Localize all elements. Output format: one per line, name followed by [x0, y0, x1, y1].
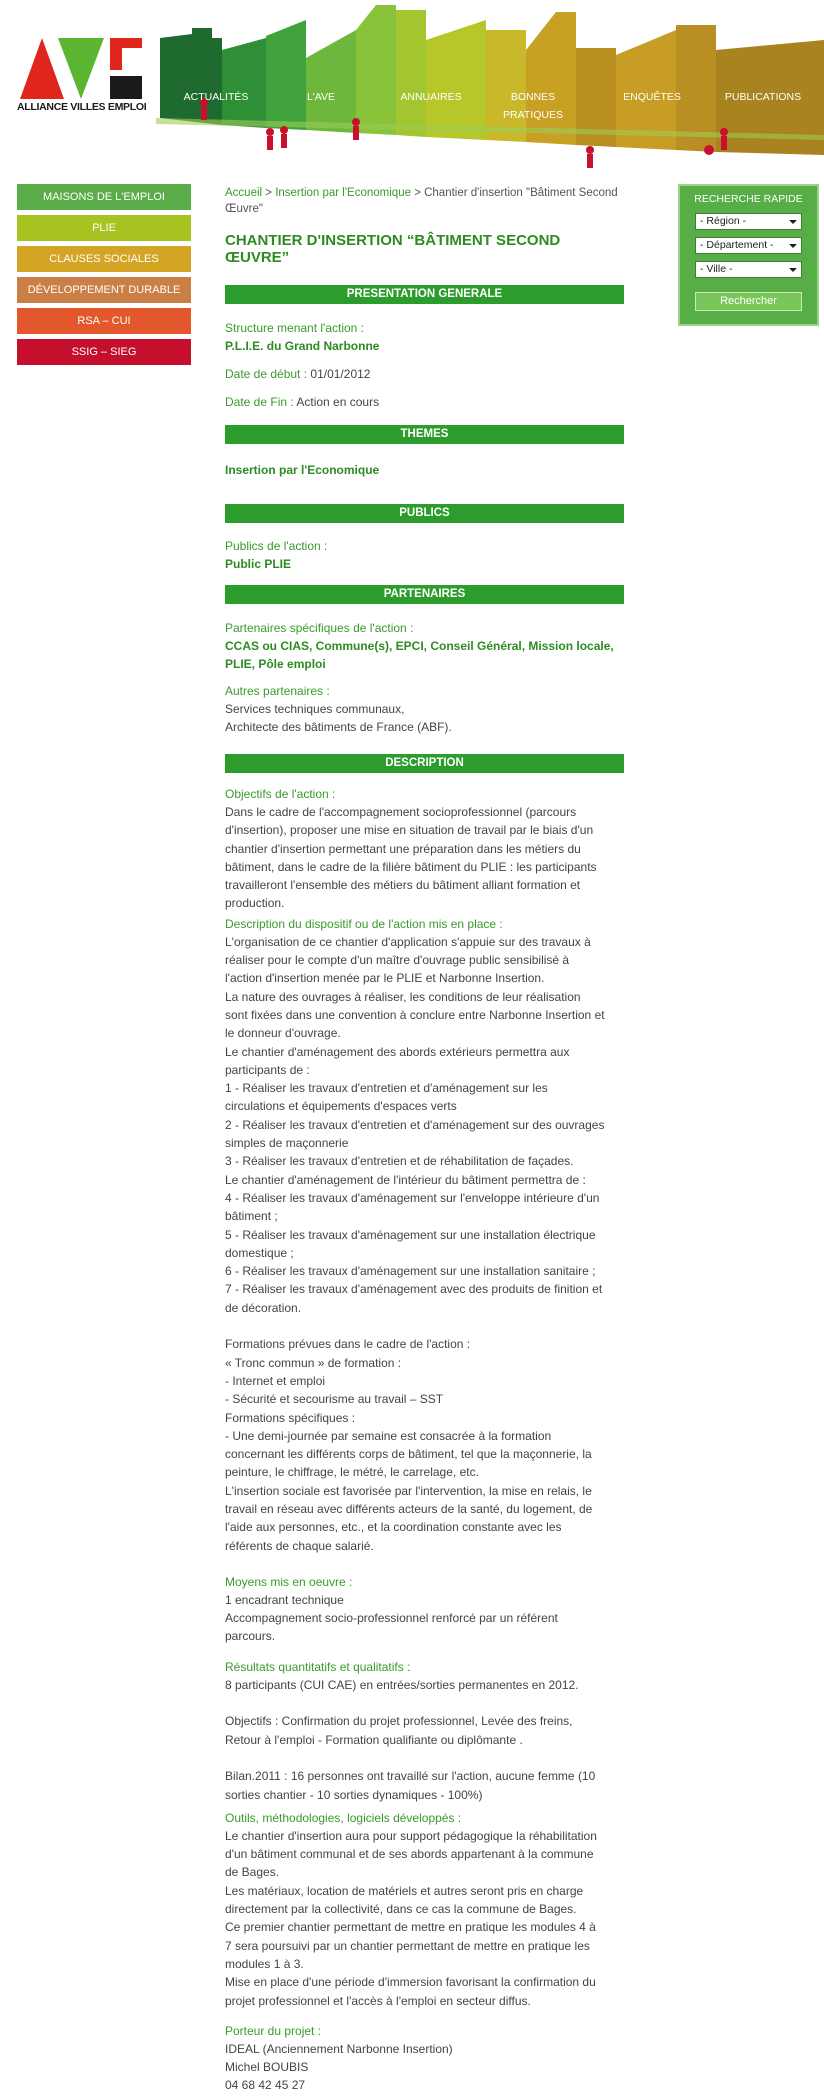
text-line: 1 encadrant technique	[225, 1592, 344, 1607]
text-line: Michel BOUBIS	[225, 2060, 309, 2075]
text-line: peinture, le chiffrage, le métré, le carrelage, etc.	[225, 1465, 479, 1480]
resultats-text	[225, 1676, 624, 1804]
text-line: Formations prévues dans le cadre de l'action :	[225, 1337, 471, 1352]
dispositif-label: Description du dispositif ou de l'action mis en place :	[225, 916, 503, 931]
partenaires-other-label: Autres partenaires :	[225, 684, 330, 698]
outils-text	[225, 1827, 624, 2010]
text-line: Les matériaux, location de matériels et autres seront pris en charge	[225, 1883, 584, 1898]
section-bar-publics: PUBLICS	[225, 504, 624, 523]
text-line: Bilan.2011 : 16 personnes ont travaillé sur l'action, aucune femme (10	[225, 1769, 596, 1784]
menu-developpement-durable[interactable]: DÉVELOPPEMENT DURABLE	[17, 277, 191, 303]
breadcrumb-home[interactable]: Accueil	[225, 187, 263, 199]
text-line: 6 - Réaliser les travaux d'aménagement sur une installation sanitaire ;	[225, 1264, 596, 1279]
description-section	[225, 754, 624, 2095]
structure-value: P.L.I.E. du Grand Narbonne	[225, 339, 380, 353]
menu-ssig-sieg[interactable]: SSIG – SIEG	[17, 339, 191, 365]
nav-actualites[interactable]: ACTUALITÉS	[183, 91, 249, 103]
region-select[interactable]: - Région -	[695, 213, 802, 230]
quick-search-title: RECHERCHE RAPIDE	[694, 193, 803, 205]
text-line: modules 1 à 3.	[225, 1956, 304, 1971]
breadcrumb-separator: >	[411, 187, 425, 199]
objectifs-text	[225, 803, 624, 913]
text-line: - Internet et emploi	[225, 1373, 326, 1388]
text-line: travail en réseau avec différents acteurs de la santé, du logement, de	[225, 1501, 593, 1516]
text-line: l'aide aux personnes, etc., et la coordination constante avec les	[225, 1520, 562, 1535]
nav-bonnes-pratiques[interactable]: BONNES PRATIQUES	[503, 91, 563, 121]
structure-label: Structure menant l'action :	[225, 321, 365, 335]
text-line: participants de :	[225, 1062, 310, 1077]
text-line: Dans le cadre de l'accompagnement socioprofessionnel (parcours	[225, 805, 577, 819]
text-line: - Une demi-journée par semaine est consacrée à la formation	[225, 1428, 552, 1443]
site-header	[0, 0, 824, 175]
publics-section	[225, 504, 624, 573]
text-line: 1 - Réaliser les travaux d'entretien et d'aménagement sur les	[225, 1081, 548, 1096]
menu-plie[interactable]: PLIE	[17, 215, 191, 241]
departement-select[interactable]: - Département -	[695, 237, 802, 254]
text-line: référents de chaque salarié.	[225, 1538, 374, 1553]
text-line: L'organisation de ce chantier d'application s'appuie sur des travaux à	[225, 934, 591, 949]
text-line: le donneur d'ouvrage.	[225, 1026, 341, 1041]
text-line: parcours.	[225, 1629, 276, 1644]
text-line: « Tronc commun » de formation :	[225, 1355, 402, 1370]
presentation-section	[225, 285, 624, 411]
text-line: sont fixées dans une convention à conclure entre Narbonne Insertion et	[225, 1007, 605, 1022]
breadcrumb	[225, 185, 624, 217]
text-line: de Bages.	[225, 1865, 280, 1880]
text-line: 7 - Réaliser les travaux d'aménagement avec des produits de finition et	[225, 1282, 603, 1297]
menu-rsa-cui[interactable]: RSA – CUI	[17, 308, 191, 334]
page-title: CHANTIER D'INSERTION “BÂTIMENT SECOND ŒUVRE”	[225, 232, 561, 266]
text-line: Formations spécifiques :	[225, 1410, 356, 1425]
theme-value: Insertion par l'Economique	[225, 463, 380, 477]
text-line: IDEAL (Anciennement Narbonne Insertion)	[225, 2041, 453, 2056]
text-line: concernant les différents corps de bâtiment, tel que la maçonnerie, la	[225, 1447, 592, 1462]
section-bar-partenaires: PARTENAIRES	[225, 585, 624, 604]
text-line: travailleront l'ensemble des métiers du bâtiment alliant formation et	[225, 878, 581, 893]
text-line	[225, 1694, 624, 1712]
text-line: d'un bâtiment communal et de ses abords appartenant à la commune	[225, 1847, 594, 1862]
menu-clauses-sociales[interactable]: CLAUSES SOCIALES	[17, 246, 191, 272]
text-line: circulations et équipements d'espaces verts	[225, 1099, 457, 1114]
section-bar-description: DESCRIPTION	[225, 754, 624, 773]
text-line: simples de maçonnerie	[225, 1136, 349, 1151]
breadcrumb-separator: >	[262, 187, 276, 199]
text-line: La nature des ouvrages à réaliser, les conditions de leur réalisation	[225, 989, 581, 1004]
text-line: réaliser pour le compte d'un maître d'ouvrage public sensibilisé à	[225, 953, 570, 968]
text-line: Objectifs : Confirmation du projet professionnel, Levée des freins,	[225, 1714, 573, 1729]
main-content	[225, 185, 624, 2093]
text-line: projet professionnel et l'accès à l'emploi en secteur diffus.	[225, 1993, 531, 2008]
text-line: 2 - Réaliser les travaux d'entretien et d'aménagement sur des ouvrages	[225, 1117, 605, 1132]
text-line: Accompagnement socio-professionnel renforcé par un référent	[225, 1611, 558, 1626]
nav-lave[interactable]: L'AVE	[306, 91, 336, 103]
text-line: - Sécurité et secourisme au travail – SST	[225, 1392, 444, 1407]
partenaires-specific-label: Partenaires spécifiques de l'action :	[225, 621, 414, 635]
text-line: production.	[225, 896, 285, 911]
partenaires-specific-line: CCAS ou CIAS, Commune(s), EPCI, Conseil Général, Mission locale,	[225, 639, 614, 653]
partenaires-other-line: Architecte des bâtiments de France (ABF).	[225, 720, 452, 734]
text-line: 04 68 42 45 27	[225, 2078, 306, 2093]
text-line: sorties chantier - 10 sorties dynamiques - 100%)	[225, 1787, 483, 1802]
objectifs-label: Objectifs de l'action :	[225, 787, 336, 801]
end-date-label: Date de Fin :	[225, 395, 294, 409]
partenaires-specific-line: PLIE, Pôle emploi	[225, 657, 326, 671]
quick-search-panel	[678, 184, 819, 326]
moyens-text	[225, 1591, 624, 1646]
left-menu	[17, 184, 191, 370]
text-line: chantier d'insertion permettant une préparation dans les métiers du	[225, 841, 581, 856]
text-line	[225, 1317, 624, 1335]
breadcrumb-current: Chantier d'insertion "Bâtiment Second Œuvre"	[225, 187, 618, 215]
logo-text: ALLIANCE VILLES EMPLOI	[17, 101, 147, 113]
text-line: 4 - Réaliser les travaux d'aménagement sur l'enveloppe intérieure d'un	[225, 1190, 600, 1205]
moyens-label: Moyens mis en oeuvre :	[225, 1574, 353, 1589]
nav-publications[interactable]: PUBLICATIONS	[724, 91, 802, 103]
publics-label: Publics de l'action :	[225, 539, 328, 553]
nav-annuaires[interactable]: ANNUAIRES	[400, 91, 462, 103]
text-line: bâtiment, dans le cadre de la filière bâtiment du PLIE : les participants	[225, 859, 597, 874]
text-line: 8 participants (CUI CAE) en entrées/sorties permanentes en 2012.	[225, 1677, 579, 1692]
outils-label: Outils, méthodologies, logiciels développés :	[225, 1810, 462, 1825]
text-line: 5 - Réaliser les travaux d'aménagement sur une installation électrique	[225, 1227, 596, 1242]
text-line: Le chantier d'aménagement de l'intérieur du bâtiment permettra de :	[225, 1172, 586, 1187]
section-bar-presentation: PRESENTATION GENERALE	[225, 285, 624, 304]
text-line: Mise en place d'une période d'immersion favorisant la confirmation du	[225, 1975, 596, 1990]
dispositif-text	[225, 933, 624, 1555]
text-line	[225, 1749, 624, 1767]
text-line: Le chantier d'insertion aura pour support pédagogique la réhabilitation	[225, 1828, 597, 1843]
resultats-label: Résultats quantitatifs et qualitatifs :	[225, 1659, 411, 1674]
nav-enquetes[interactable]: ENQUÊTES	[623, 91, 681, 103]
ville-select[interactable]: - Ville -	[695, 261, 802, 278]
text-line: Le chantier d'aménagement des abords extérieurs permettra aux	[225, 1044, 570, 1059]
text-line: L'insertion sociale est favorisée par l'intervention, la mise en relais, le	[225, 1483, 592, 1498]
text-line: 3 - Réaliser les travaux d'entretien et de réhabilitation de façades.	[225, 1154, 574, 1169]
start-date-label: Date de début :	[225, 367, 308, 381]
text-line: l'action d'insertion menée par le PLIE et Narbonne Insertion.	[225, 971, 545, 986]
text-line: de décoration.	[225, 1300, 302, 1315]
publics-value: Public PLIE	[225, 557, 292, 571]
partenaires-other-line: Services techniques communaux,	[225, 702, 405, 716]
breadcrumb-category[interactable]: Insertion par l'Economique	[275, 187, 411, 199]
themes-section	[225, 425, 624, 479]
text-line: Retour à l'emploi - Formation qualifiante ou diplômante .	[225, 1732, 523, 1747]
porteur-label: Porteur du projet :	[225, 2023, 322, 2038]
end-date-value: Action en cours	[296, 395, 380, 409]
search-button[interactable]: Rechercher	[695, 292, 802, 311]
porteur-text	[225, 2040, 624, 2095]
section-bar-themes: THEMES	[225, 425, 624, 444]
text-line: domestique ;	[225, 1245, 294, 1260]
text-line: 7 sera poursuivi par un chantier permettant de mettre en pratique les	[225, 1938, 590, 1953]
text-line: Ce premier chantier permettant de mettre en pratique les modules 4 à	[225, 1920, 596, 1935]
menu-maisons-emploi[interactable]: MAISONS DE L'EMPLOI	[17, 184, 191, 210]
partenaires-section	[225, 585, 624, 736]
text-line: d'insertion), proposer une mise en situation de travail par le biais d'un	[225, 823, 594, 838]
text-line: bâtiment ;	[225, 1209, 278, 1224]
text-line: directement par la collectivité, dans ce cas la commune de Bages.	[225, 1902, 577, 1917]
start-date-value: 01/01/2012	[310, 367, 371, 381]
